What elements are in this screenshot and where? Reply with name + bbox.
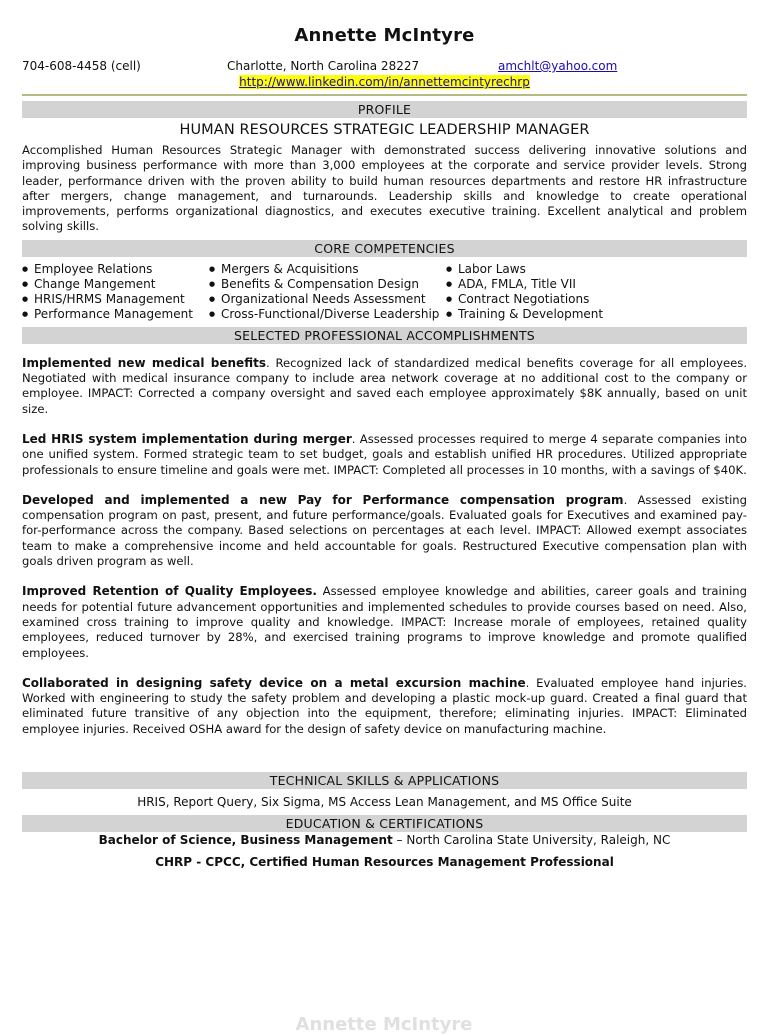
competencies-column-1 xyxy=(22,262,209,322)
technical-heading: TECHNICAL SKILLS & APPLICATIONS xyxy=(22,772,747,789)
list-item: ● Employee Relations xyxy=(22,262,209,277)
list-item: ● Training & Development xyxy=(446,307,603,322)
contact-line xyxy=(22,59,747,77)
accomplishments-heading: SELECTED PROFESSIONAL ACCOMPLISHMENTS xyxy=(22,327,747,344)
accomplishment-title: Implemented new medical benefits xyxy=(22,355,266,370)
candidate-name: Annette McIntyre xyxy=(294,25,475,46)
accomplishment-item xyxy=(22,676,747,737)
accomplishment-body: . Evaluated employee hand injuries. Worked with engineering to study the safety problem and developing a plastic mock-up guard. Created a final guard that eliminated future transitive of any objection into the equipment, therefore; eliminating injuries. IMPACT: Eliminated employee injuries. Received OSHA award for the design of safety device on manufacturing machine. xyxy=(22,675,747,736)
accomplishment-item xyxy=(22,356,747,417)
education-heading: EDUCATION & CERTIFICATIONS xyxy=(22,815,747,832)
list-item: ● Labor Laws xyxy=(446,262,603,277)
list-item: ● Benefits & Compensation Design xyxy=(209,277,446,292)
degree-name: Bachelor of Science, Business Management xyxy=(98,833,393,848)
list-item: ● HRIS/HRMS Management xyxy=(22,292,209,307)
list-item: ● Cross-Functional/Diverse Leadership xyxy=(209,307,446,322)
header-divider xyxy=(22,94,747,96)
accomplishment-item xyxy=(22,584,747,660)
email-link[interactable]: amchlt@yahoo.com xyxy=(498,59,618,73)
accomplishment-title: Led HRIS system implementation during merger xyxy=(22,431,352,446)
linkedin-line xyxy=(22,75,747,89)
list-item: ● Performance Management xyxy=(22,307,209,322)
next-page-name-faded: Annette McIntyre xyxy=(295,1014,473,1035)
education-degree xyxy=(22,833,747,847)
profile-heading: PROFILE xyxy=(22,101,747,118)
competencies-heading: CORE COMPETENCIES xyxy=(22,240,747,257)
accomplishment-body: . Assessed existing compensation program on past, present, and future performance/goals. Evaluated goals for Executives and examined pay-for-performance across the company. Based selections on percentages at each level. IMPACT: Allowed exempt associates team to make a comprehensive income and held accountable for goals. Restructured Executive compensation plan with goals driven program as well. xyxy=(22,492,747,569)
profile-title: HUMAN RESOURCES STRATEGIC LEADERSHIP MANAGER xyxy=(179,122,590,138)
accomplishment-title: Improved Retention of Quality Employees. xyxy=(22,584,317,599)
certification: CHRP - CPCC, Certified Human Resources Management Professional xyxy=(155,855,614,870)
location: Charlotte, North Carolina 28227 xyxy=(227,59,420,73)
accomplishment-title: Collaborated in designing safety device on a metal excursion machine xyxy=(22,675,526,690)
list-item: ● Contract Negotiations xyxy=(446,292,603,307)
accomplishment-item xyxy=(22,493,747,569)
list-item: ● Change Mangement xyxy=(22,277,209,292)
accomplishment-title: Developed and implemented a new Pay for Performance compensation program xyxy=(22,492,624,507)
linkedin-link[interactable]: http://www.linkedin.com/in/annettemcintyrechrp xyxy=(239,75,530,89)
phone-number: 704-608-4458 (cell) xyxy=(22,59,141,73)
competencies-list xyxy=(22,262,747,322)
resume-page xyxy=(22,0,747,869)
accomplishment-body: Assessed employee knowledge and abilities, career goals and training needs for potential future advancement opportunities and implemented schedules to provide courses based on need. Also, examined cross training to improve quality and knowledge. IMPACT: Increase morale of employees, retained quality employees, reduced turnover by 28%, and exercised training programs to improve knowledge and promote qualified employees. xyxy=(22,584,747,660)
competencies-column-2 xyxy=(209,262,446,322)
list-item: ● Organizational Needs Assessment xyxy=(209,292,446,307)
list-item: ● Mergers & Acquisitions xyxy=(209,262,446,277)
school-name: – North Carolina State University, Raleigh, NC xyxy=(392,833,671,848)
accomplishment-body: . Assessed processes required to merge 4 separate companies into one unified system. Formed strategic team to set budget, goals and establish unified HR procedures. Utilized appropriate professionals to ensure timeline and goals were met. IMPACT: Completed all processes in 10 months, with a savings of $40K. xyxy=(22,431,747,477)
accomplishment-item xyxy=(22,432,747,478)
profile-summary: Accomplished Human Resources Strategic Manager with demonstrated success delivering innovative solutions and improving business performance with more than 3,000 employees at the corporate and service provider levels. Strong leader, performance driven with the proven ability to build human resources departments and restore HR infrastructure after mergers, change management, and turnarounds. Leadership skills and knowledge to create operational improvements, performs organizational diagnostics, and executes executive training. Excellent analytical and problem solving skills. xyxy=(22,143,747,234)
competencies-column-3 xyxy=(446,262,603,322)
accomplishment-body: . Recognized lack of standardized medical benefits coverage for all employees. Negotiated with medical insurance company to include area network coverage at no additional cost to the company or employee. IMPACT: Corrected a company oversight and saved each employee approximately $8K annually, based on unit size. xyxy=(22,355,748,416)
list-item: ● ADA, FMLA, Title VII xyxy=(446,277,603,292)
technical-skills-list: HRIS, Report Query, Six Sigma, MS Access Lean Management, and MS Office Suite xyxy=(137,795,632,810)
